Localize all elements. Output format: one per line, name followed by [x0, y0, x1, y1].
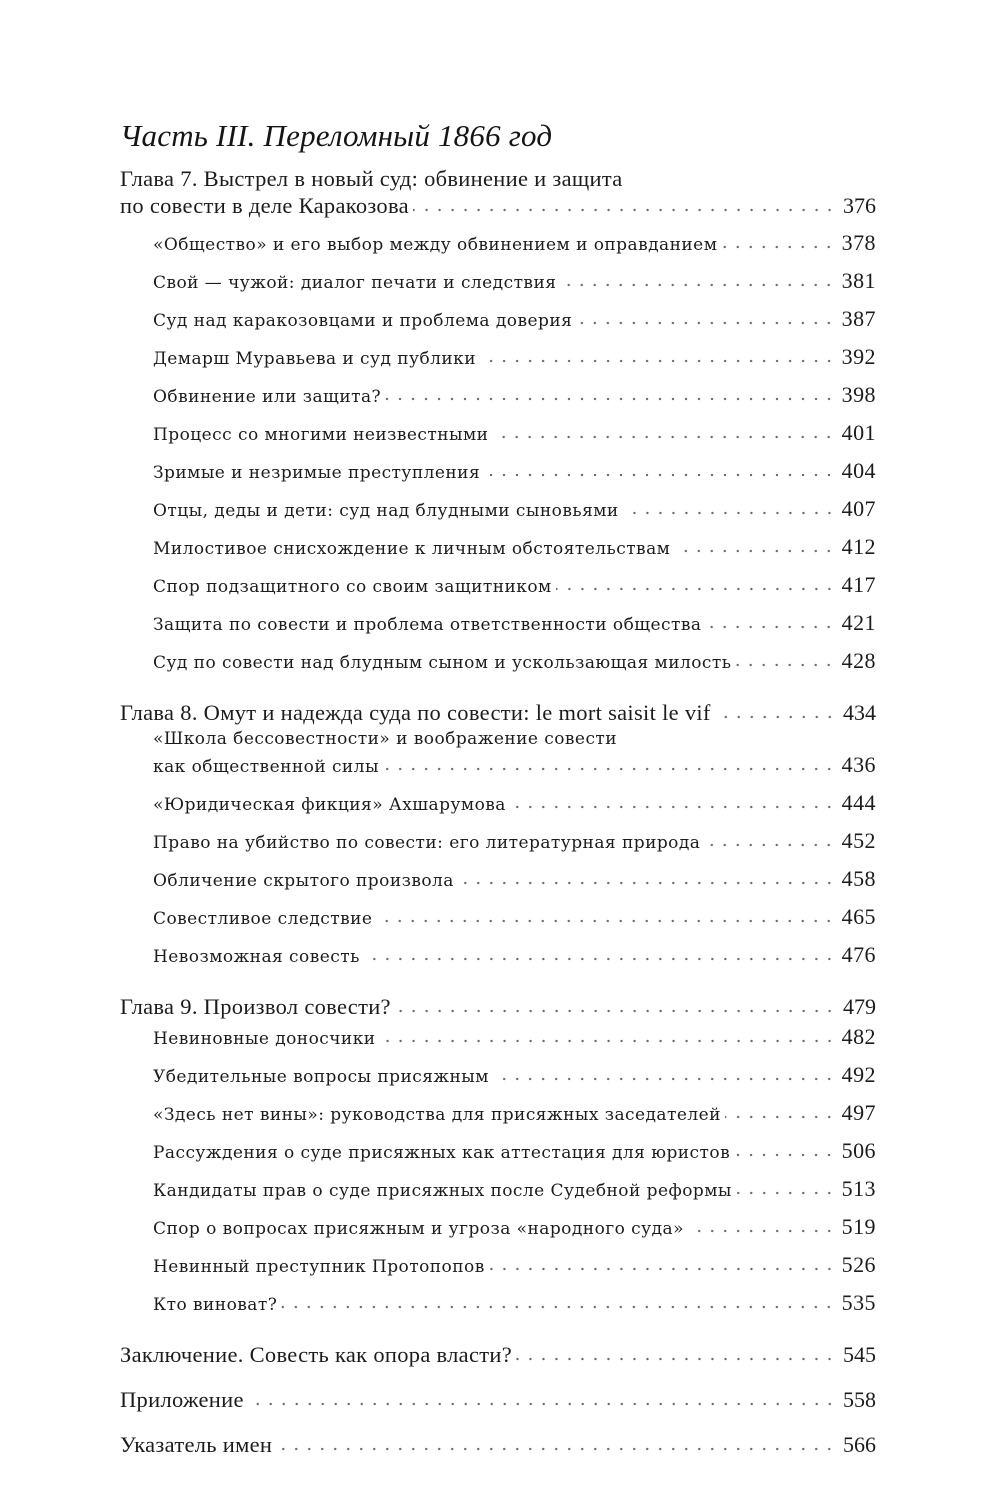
page-number: 404 — [841, 458, 876, 483]
section-title: как общественной силы — [153, 757, 379, 777]
page-number: 436 — [841, 752, 876, 777]
toc-section[interactable] — [120, 826, 876, 854]
section-title: Кандидаты прав о суде присяжных после Судебной реформы — [153, 1181, 732, 1201]
section-title: Невинный преступник Протопопов — [153, 1257, 485, 1277]
section-title: Совестливое следствие — [153, 909, 373, 929]
section-title: Спор подзащитного со своим защитником — [153, 577, 552, 597]
toc-section[interactable] — [120, 728, 876, 778]
dot-leader — [276, 1434, 836, 1452]
dot-leader — [556, 574, 836, 592]
toc-section[interactable] — [120, 532, 876, 560]
page-number: 412 — [841, 534, 876, 559]
toc-section[interactable] — [120, 266, 876, 294]
dot-leader — [560, 270, 835, 288]
dot-leader — [516, 1344, 836, 1362]
dot-leader — [489, 1254, 836, 1272]
section-title: Право на убийство по совести: его литературная природа — [153, 833, 701, 853]
toc-section[interactable] — [120, 1250, 876, 1278]
page-number: 417 — [841, 572, 876, 597]
page-number: 519 — [841, 1214, 876, 1239]
page-number: 458 — [841, 866, 876, 891]
page-number: 506 — [841, 1138, 876, 1163]
dot-leader — [623, 498, 836, 516]
toc-chapter-9[interactable] — [120, 992, 876, 1019]
section-title: «Здесь нет вины»: руководства для присяжных заседателей — [153, 1105, 721, 1125]
toc-section[interactable] — [120, 1022, 876, 1050]
dot-leader — [383, 754, 836, 772]
dot-leader — [281, 1292, 835, 1310]
page-number: 513 — [841, 1176, 876, 1201]
toc-appendix[interactable] — [120, 1385, 876, 1412]
dot-leader — [413, 195, 836, 213]
page-number: 376 — [843, 193, 876, 218]
section-title: Невиновные доносчики — [153, 1029, 376, 1049]
toc-section[interactable] — [120, 342, 876, 370]
page-number: 421 — [841, 610, 876, 635]
toc-section[interactable] — [120, 570, 876, 598]
page-number: 392 — [841, 344, 876, 369]
page-number: 452 — [841, 828, 876, 853]
toc-section[interactable] — [120, 1288, 876, 1316]
page-number: 558 — [843, 1387, 876, 1412]
dot-leader — [484, 460, 836, 478]
toc-section[interactable] — [120, 228, 876, 256]
page-number: 497 — [841, 1100, 876, 1125]
dot-leader — [688, 1216, 836, 1234]
toc-chapter-8[interactable] — [120, 698, 876, 725]
dot-leader — [721, 232, 835, 250]
dot-leader — [674, 536, 835, 554]
toc-chapter-7[interactable] — [120, 167, 876, 218]
dot-leader — [705, 612, 835, 630]
toc-section[interactable] — [120, 1098, 876, 1126]
section-title: Спор о вопросах присяжным и угроза «народного суда» — [153, 1219, 684, 1239]
page-number: 566 — [843, 1432, 876, 1457]
section-title: Обличение скрытого произвола — [153, 871, 454, 891]
chapter-title-line: Указатель имен — [120, 1432, 273, 1457]
page-number: 444 — [841, 790, 876, 815]
dot-leader — [395, 996, 836, 1014]
page-number: 492 — [841, 1062, 876, 1087]
toc-section[interactable] — [120, 418, 876, 446]
page-number: 482 — [841, 1024, 876, 1049]
page-number: 381 — [841, 268, 876, 293]
toc-section[interactable] — [120, 1136, 876, 1164]
section-title: Демарш Муравьева и суд публики — [153, 349, 477, 369]
toc-section[interactable] — [120, 940, 876, 968]
dot-leader — [725, 1102, 836, 1120]
page-number: 476 — [841, 942, 876, 967]
section-title: Кто виноват? — [153, 1295, 278, 1315]
section-title: Защита по совести и проблема ответственности общества — [153, 615, 702, 635]
toc-section[interactable] — [120, 1174, 876, 1202]
section-title: Рассуждения о суде присяжных как аттестация для юристов — [153, 1143, 731, 1163]
section-title: «Школа бессовестности» и воображение совести — [153, 729, 618, 749]
toc-section[interactable] — [120, 380, 876, 408]
section-title: «Общество» и его выбор между обвинением и оправданием — [153, 235, 718, 255]
dot-leader — [364, 944, 836, 962]
toc-section[interactable] — [120, 864, 876, 892]
dot-leader — [704, 830, 835, 848]
chapter-title-line: Глава 9. Произвол совести? — [120, 994, 391, 1019]
dot-leader — [458, 868, 836, 886]
chapter-title-line: Глава 8. Омут и надежда суда по совести: le mort saisit le vif — [120, 700, 711, 725]
section-title: Свой — чужой: диалог печати и следствия — [153, 273, 557, 293]
dot-leader — [736, 1178, 836, 1196]
dot-leader — [480, 346, 836, 364]
section-title: Зримые и незримые преступления — [153, 463, 481, 483]
toc-section[interactable] — [120, 456, 876, 484]
section-title: Процесс со многими неизвестными — [153, 425, 489, 445]
toc-section[interactable] — [120, 494, 876, 522]
section-title: Невозможная совесть — [153, 947, 360, 967]
page-number: 378 — [841, 230, 876, 255]
toc-name-index[interactable] — [120, 1430, 876, 1457]
page-number: 398 — [841, 382, 876, 407]
toc-section[interactable] — [120, 1212, 876, 1240]
section-title: Суд по совести над блудным сыном и ускользающая милость — [153, 653, 732, 673]
page-number: 535 — [841, 1290, 876, 1315]
section-title: Милостивое снисхождение к личным обстоятельствам — [153, 539, 671, 559]
toc-section[interactable] — [120, 902, 876, 930]
dot-leader — [734, 1140, 836, 1158]
chapter-title-line: Заключение. Совесть как опора власти? — [120, 1342, 513, 1367]
page-number: 401 — [841, 420, 876, 445]
toc-section[interactable] — [120, 1060, 876, 1088]
dot-leader — [510, 792, 836, 810]
toc-section[interactable] — [120, 646, 876, 674]
section-title: Обвинение или защита? — [153, 387, 382, 407]
section-title: Суд над каракозовцами и проблема доверия — [153, 311, 573, 331]
toc-section[interactable] — [120, 304, 876, 332]
dot-leader — [493, 1064, 836, 1082]
section-title: Убедительные вопросы присяжным — [153, 1067, 489, 1087]
dot-leader — [735, 650, 835, 668]
toc-page — [120, 118, 876, 1457]
page-number: 428 — [841, 648, 876, 673]
page-number: 407 — [841, 496, 876, 521]
chapter-title-line: Глава 7. Выстрел в новый суд: обвинение и защита — [120, 166, 623, 191]
dot-leader — [248, 1389, 836, 1407]
dot-leader — [492, 422, 835, 440]
page-number: 387 — [841, 306, 876, 331]
dot-leader — [380, 1026, 836, 1044]
chapter-title-line: по совести в деле Каракозова — [120, 193, 409, 218]
page-number: 434 — [843, 700, 876, 725]
page-number: 465 — [841, 904, 876, 929]
toc-section[interactable] — [120, 788, 876, 816]
toc-conclusion[interactable] — [120, 1340, 876, 1367]
dot-leader — [385, 384, 836, 402]
page-number: 479 — [843, 994, 876, 1019]
chapter-title-line: Приложение — [120, 1387, 244, 1412]
page-number: 526 — [841, 1252, 876, 1277]
dot-leader — [576, 308, 835, 326]
part-title: Часть III. Переломный 1866 год — [120, 118, 553, 153]
section-title: Отцы, деды и дети: суд над блудными сыновьями — [153, 501, 619, 521]
section-title: «Юридическая фикция» Ахшарумова — [153, 795, 506, 815]
toc-section[interactable] — [120, 608, 876, 636]
dot-leader — [715, 702, 836, 720]
page-number: 545 — [843, 1342, 876, 1367]
dot-leader — [376, 906, 835, 924]
